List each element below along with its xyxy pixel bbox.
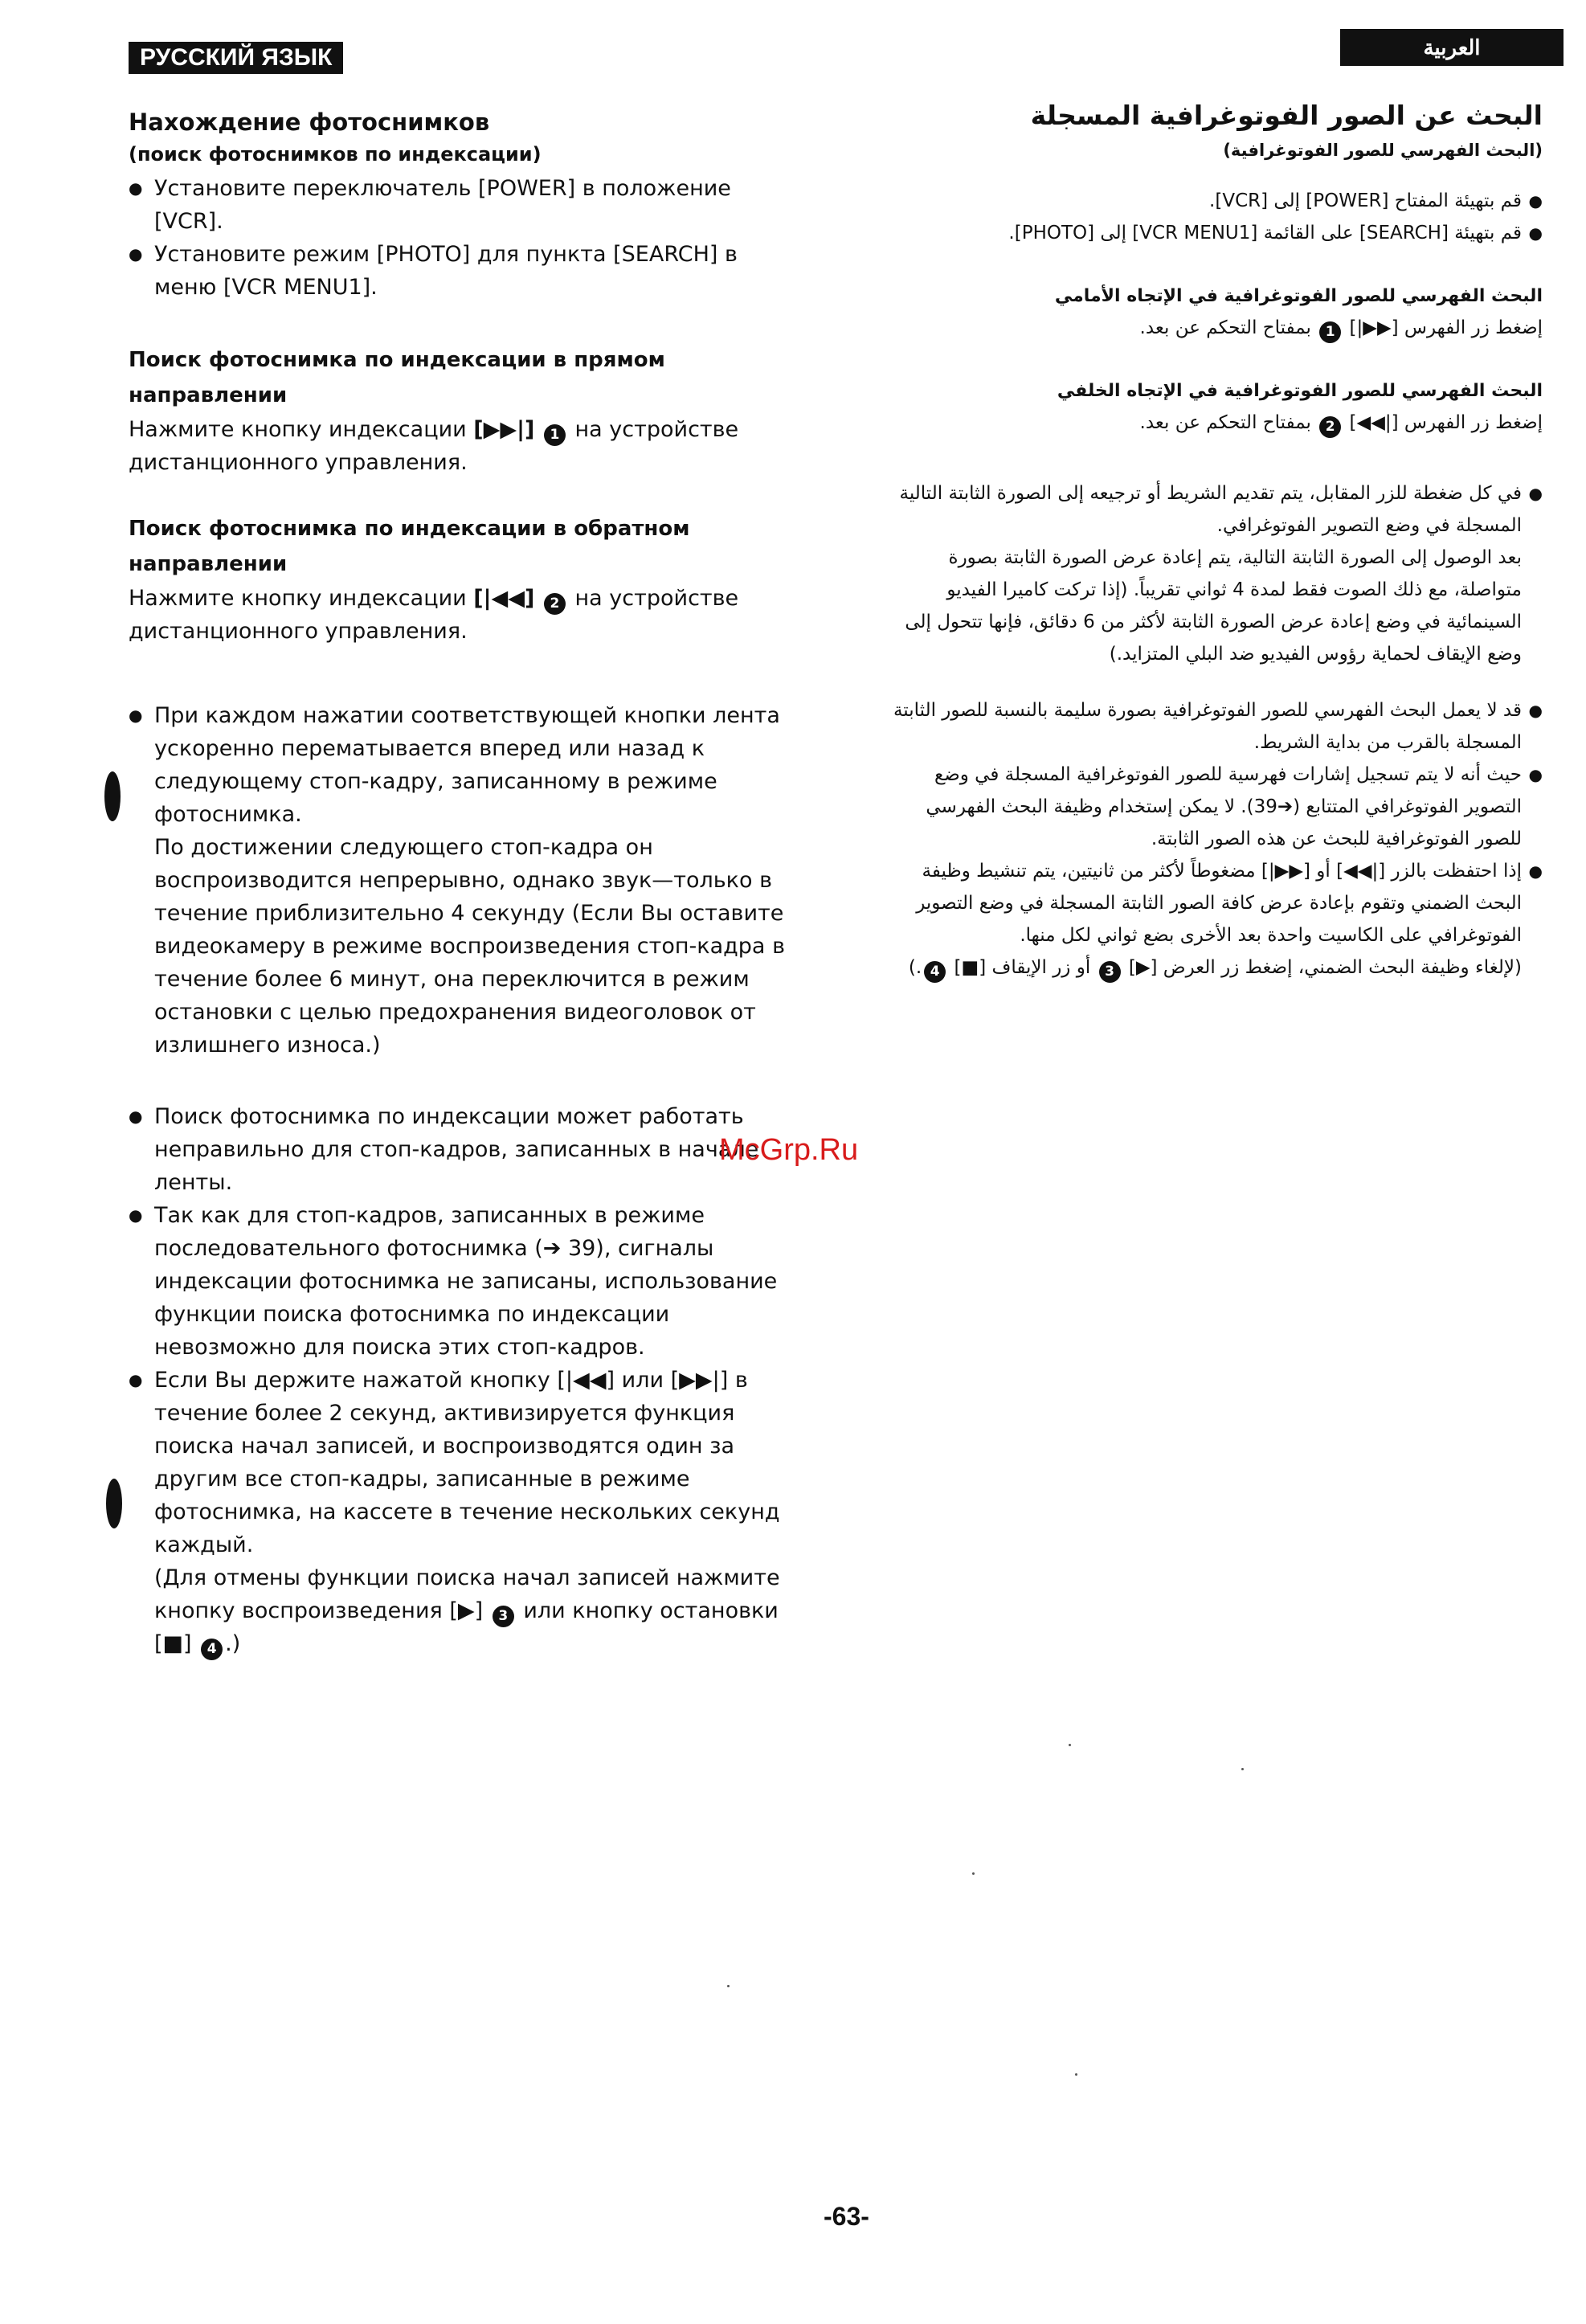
note-fast-forward-arabic: ● في كل ضغطة للزر المقابل، يتم تقديم الشريط أو ترجيعه إلى الصورة الثابتة التالية المسجلة في وضع التصوير الفوتوغرافي. بعد الوصول إلى الصورة الثابتة التالية، يتم إعادة عرض الصورة الثابتة بصورة متواصلة، مع ذلك الصوت فقط لمدة 4 ثواني تقريباً. (إذا تركت كاميرا الفيديو السينمائية في وضع إعادة عرض الصورة الثابتة لأكثر من 6 دقائق، فإنها تتحول إلى وضع الإيقاف لحماية رؤوس الفيديو ضد البلي المتزايد.) [876,477,1543,670]
note-fast-forward: ● При каждом нажатии соответствующей кнопки лента ускоренно перематывается вперед или назад к следующему стоп-кадру, записанному в режиме фотоснимка. По достижении следующего стоп-кадра он воспроизводится непрерывно, однако звук—только в течение приблизительно 4 секунду (Если Вы оставите видеокамеру в режиме воспроизведения стоп-кадра в течение более 6 минут, она переключится в режим остановки с целью предохранения видеоголовок от излишнего износа.) [129,699,803,1062]
forward-search-heading-arabic: البحث الفهرسي للصور الفوتوغرافية في الإتجاه الأمامي [1054,286,1543,306]
setup-list [129,172,803,304]
callout-number-1: 1 [544,424,566,446]
note-sequential-photo: ● Так как для стоп-кадров, записанных в режиме последовательного фотоснимка (➔ 39), сигналы индексации фотоснимка не записаны, использование функции поиска фотоснимка по индексации невозможно для поиска этих стоп-кадров. [129,1199,803,1364]
notes-list-arabic-b [876,694,1543,984]
setup-step-power: ● Установите переключатель [POWER] в положение [VCR]. [129,172,803,238]
reverse-search-instruction-arabic: إضغط زر الفهرس [|◀◀] 2 بمفتاح التحكم عن بعد. [876,407,1543,439]
setup-list-arabic [876,185,1543,249]
russian-column [129,104,803,1660]
note-tape-start-arabic: ● قد لا يعمل البحث الفهرسي للصور الفوتوغرافية بصورة سليمة بالنسبة للصور الثابتة المسجلة بالقرب من بداية الشريط. [876,694,1543,759]
callout-number-4-arabic: 4 [924,961,946,983]
section-title: Нахождение фотоснимков [129,108,490,136]
notes-list-b [129,1100,803,1660]
previous-index-key: [|◀◀] [473,586,535,611]
note-tape-start: ● Поиск фотоснимка по индексации может работать неправильно для стоп-кадров, записанных в начале ленты. [129,1100,803,1199]
scan-speck [1241,1768,1244,1770]
language-tag-russian: РУССКИЙ ЯЗЫК [129,42,343,74]
note-hold-button: ● Если Вы держите нажатой кнопку [|◀◀] или [▶▶|] в течение более 2 секунд, активизируется функция поиска начал записей, и воспроизводятся один за другим все стоп-кадры, записанные в режиме фотоснимка, на кассете в течение нескольких секунд каждый. (Для отмены функции поиска начал записей нажмите кнопку воспроизведения [▶] 3 или кнопку остановки [■] 4 .) [129,1364,803,1660]
watermark: McGrp.Ru [719,1133,859,1167]
note-hold-button-arabic: ● إذا احتفظت بالزر [|◀◀] أو [▶▶|] مضغوطاً لأكثر من ثانيتين، يتم تنشيط وظيفة البحث الضمني وتقوم بإعادة عرض كافة الصور الثابتة المسجلة في وضع التصوير الفوتوغرافي على الكاسيت واحدة بعد الأخرى بضع ثواني لكل منها. (لإلغاء وظيفة البحث الضمني، إضغط زر العرض [▶] 3 أو زر الإيقاف [■] 4.) [876,855,1543,984]
scan-speck [972,1872,975,1875]
callout-number-4: 4 [201,1639,223,1660]
scan-speck [1069,1744,1071,1746]
margin-binding-mark [106,1479,122,1528]
margin-binding-mark [104,771,121,821]
next-index-key: [▶▶|] [473,417,535,442]
page-number: -63- [824,2202,869,2231]
callout-number-1-arabic: 1 [1319,321,1341,343]
setup-step-search: ● Установите режим [PHOTO] для пункта [SEARCH] в меню [VCR MENU1]. [129,238,803,304]
note-sequential-photo-arabic: ● حيث أنه لا يتم تسجيل إشارات فهرسية للصور الفوتوغرافية المسجلة في وضع التصوير الفوتوغرافي المتتابع (➔39). لا يمكن إستخدام وظيفة البحث الفهرسي للصور الفوتوغرافية للبحث عن هذه الصور الثابتة. [876,759,1543,855]
setup-step-search-arabic: ● قم بتهيئة [SEARCH] على القائمة [VCR MENU1] إلى [PHOTO]. [876,217,1543,249]
reverse-search-instruction: Нажмите кнопку индексации [|◀◀] 2 на устройстве дистанционного управления. [129,586,739,644]
reverse-search-heading: Поиск фотоснимка по индексации в обратном направлении [129,517,690,576]
notes-list-a [129,699,803,1062]
setup-step-power-arabic: ● قم بتهيئة المفتاح [POWER] إلى [VCR]. [876,185,1543,217]
forward-search-instruction-arabic: إضغط زر الفهرس [▶▶|] 1 بمفتاح التحكم عن بعد. [876,312,1543,344]
scan-speck [727,1985,730,1987]
section-title-arabic: البحث عن الصور الفوتوغرافية المسجلة [1030,100,1543,131]
section-subtitle-arabic: (البحث الفهرسي للصور الفوتوغرافية) [1223,141,1543,160]
callout-number-3: 3 [493,1606,514,1627]
forward-search-heading: Поиск фотоснимка по индексации в прямом направлении [129,348,665,407]
reverse-search-heading-arabic: البحث الفهرسي للصور الفوتوغرافية في الإتجاه الخلفي [1057,381,1543,401]
notes-list-arabic [876,477,1543,670]
scan-speck [1075,2073,1077,2076]
arabic-column [876,95,1543,984]
section-subtitle: (поиск фотоснимков по индексации) [129,143,542,166]
callout-number-3-arabic: 3 [1099,961,1121,983]
callout-number-2-arabic: 2 [1319,416,1341,438]
callout-number-2: 2 [544,593,566,615]
language-tag-arabic: العربية [1340,29,1564,66]
forward-search-instruction: Нажмите кнопку индексации [▶▶|] 1 на устройстве дистанционного управления. [129,417,739,475]
